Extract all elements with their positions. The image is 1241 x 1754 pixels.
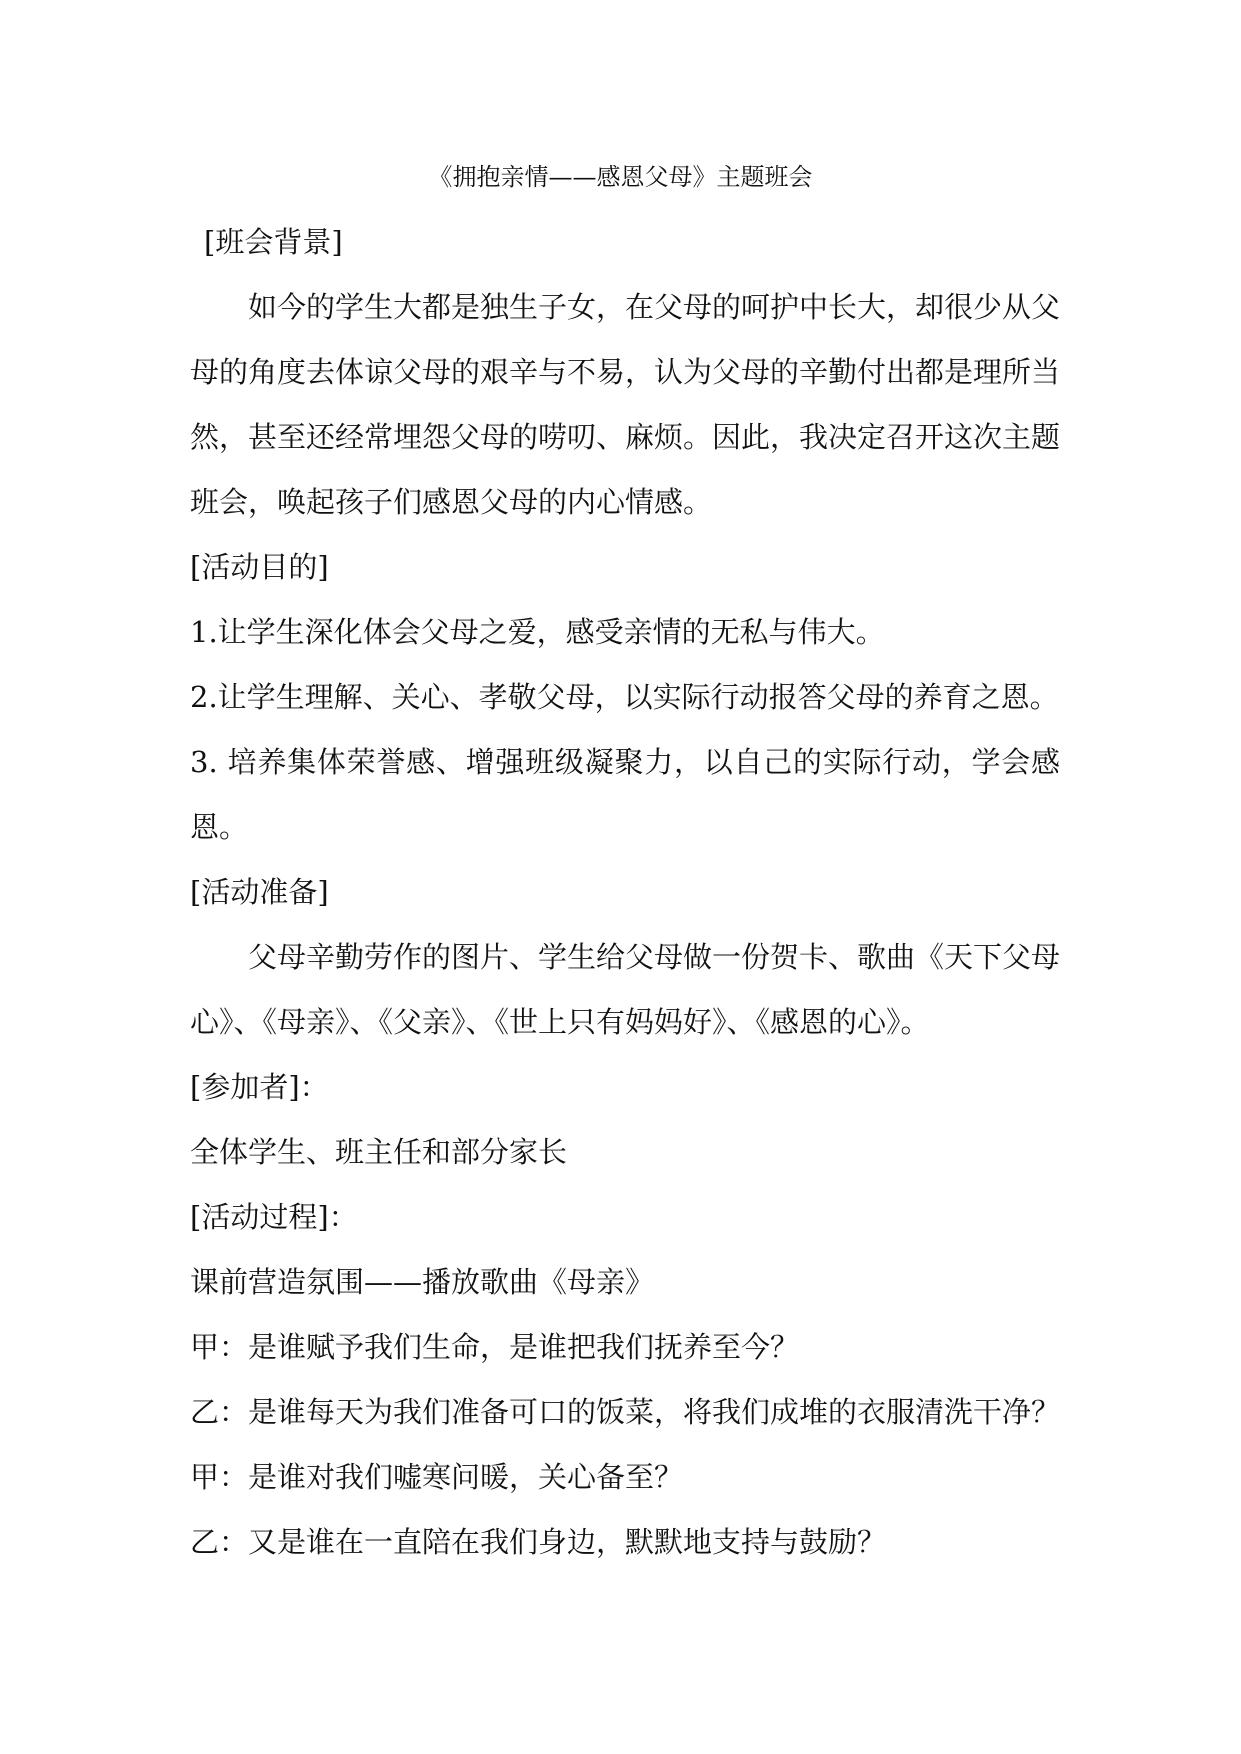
paragraph-line: 心》、《母亲》、《父亲》、《世上只有妈妈好》、《感恩的心》。 (190, 1005, 930, 1039)
section-heading-participants: [参加者]： (190, 1070, 329, 1104)
document-title: 《拥抱亲情——感恩父母》主题班会 (428, 163, 813, 191)
dialogue-line: 乙：又是谁在一直陪在我们身边，默默地支持与鼓励？ (190, 1525, 887, 1559)
dialogue-line: 甲：是谁赋予我们生命，是谁把我们抚养至今？ (190, 1330, 800, 1364)
dialogue-line: 甲：是谁对我们嘘寒问暖，关心备至？ (190, 1460, 684, 1494)
paragraph-line: 母的角度去体谅父母的艰辛与不易，认为父母的辛勤付出都是理所当 (190, 355, 1061, 389)
paragraph-line: 如今的学生大都是独生子女，在父母的呵护中长大，却很少从父 (248, 290, 1061, 324)
list-item: 2.让学生理解、关心、孝敬父母，以实际行动报答父母的养育之恩。 (190, 680, 1059, 714)
list-item: 3. 培养集体荣誉感、增强班级凝聚力，以自己的实际行动，学会感 (190, 745, 1060, 779)
document-body (190, 210, 1060, 1575)
list-item: 1.让学生深化体会父母之爱，感受亲情的无私与伟大。 (190, 615, 885, 649)
paragraph-line: 父母辛勤劳作的图片、学生给父母做一份贺卡、歌曲《天下父母 (248, 940, 1061, 974)
list-item-continuation: 恩。 (190, 810, 249, 844)
section-heading-preparation: [活动准备] (190, 875, 329, 909)
paragraph-line: 全体学生、班主任和部分家长 (190, 1135, 568, 1169)
section-heading-process: [活动过程]： (190, 1200, 358, 1234)
section-heading-background: [班会背景] (204, 225, 343, 259)
section-heading-purpose: [活动目的] (190, 550, 329, 584)
paragraph-line: 然，甚至还经常埋怨父母的唠叨、麻烦。因此，我决定召开这次主题 (190, 420, 1061, 454)
paragraph-line: 课前营造氛围——播放歌曲《母亲》 (190, 1265, 655, 1299)
paragraph-line: 班会，唤起孩子们感恩父母的内心情感。 (190, 485, 713, 519)
dialogue-line: 乙：是谁每天为我们准备可口的饭菜，将我们成堆的衣服清洗干净？ (190, 1395, 1061, 1429)
